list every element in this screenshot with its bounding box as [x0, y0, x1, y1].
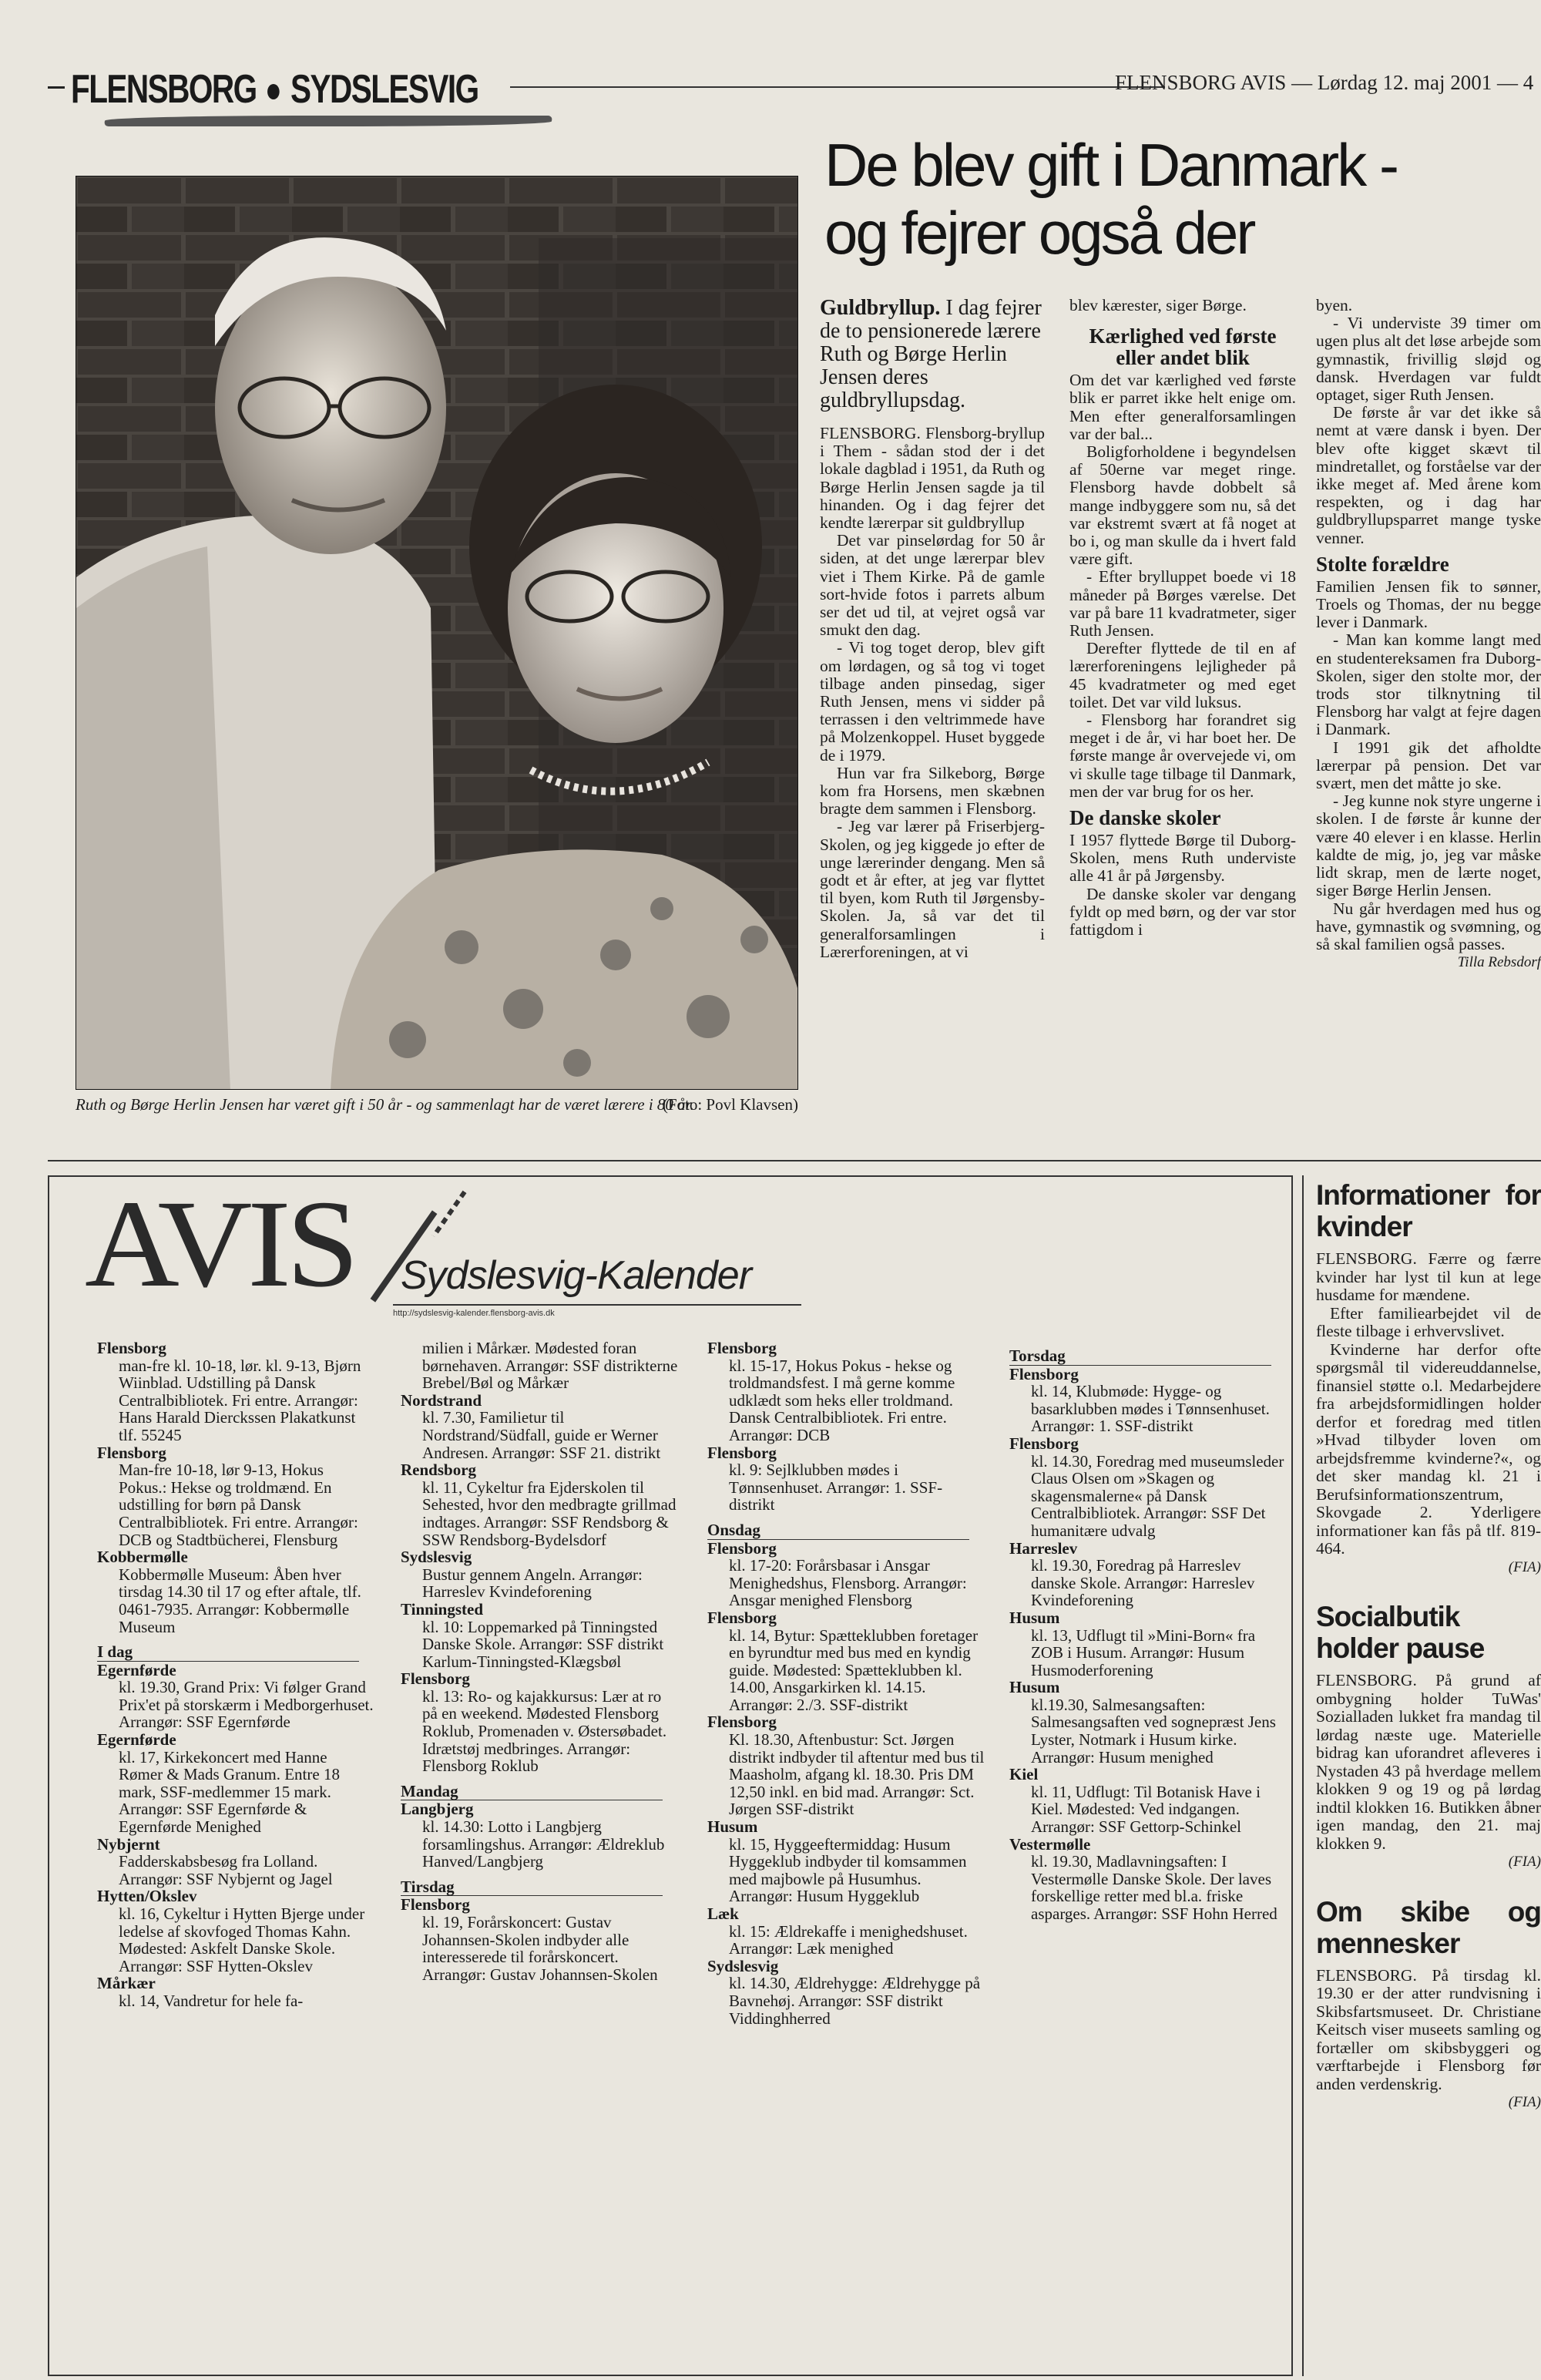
header-dash — [48, 86, 65, 89]
section-bullet — [267, 84, 280, 99]
kalender-location: Tinningsted — [401, 1599, 483, 1619]
photo-caption-text: Ruth og Børge Herlin Jensen har været gift i 50 år - og sammenlagt har de været lærere i 80 år. — [76, 1095, 694, 1114]
kalender-day-heading: I dag — [97, 1643, 359, 1662]
kalender-location: Kiel — [1009, 1765, 1039, 1784]
kalender-entry: kl. 14, Vandretur for hele fa- — [119, 1991, 304, 2010]
article-paragraph: - Jeg var lærer på Friserbjerg-Skolen, og jeg kiggede jo efter de unge lærerinder dengang. Men så godt et år efter, at jeg var flyttet til byen, kom Ruth til Jørgensby-Skolen. Ja, så var det til generalforsamlingen i Lærerforeningen, at vi — [820, 817, 1045, 961]
kalender-url[interactable]: http://sydslesvig-kalender.flensborg-avis.dk — [393, 1309, 555, 1318]
article-paragraph: De danske skoler var dengang fyldt op med børn, og der var stor fattigdom i — [1069, 884, 1296, 940]
kalender-location: Flensborg — [401, 1895, 470, 1914]
article-paragraph: - Jeg kunne nok styre ungerne i skolen. I de første år kunne der være 40 elever i en klasse. Herlin kaldte de mig, jo, jeg var måske lidt skrap, men de lærte noget, siger Børge Herlin Jensen. — [1316, 792, 1541, 900]
subheading: Stolte forældre — [1316, 552, 1449, 576]
kalender-location: Hytten/Okslev — [97, 1887, 197, 1906]
subheading: De danske skoler — [1069, 806, 1221, 830]
kalender-entry: kl. 17-20: Forårsbasar i Ansgar Menighedshus, Flensborg. Arrangør: Ansgar menighed Flensborg — [729, 1556, 967, 1610]
kalender-location: Husum — [1009, 1608, 1060, 1627]
sidebar-divider — [1302, 1175, 1304, 2376]
sidebar-signature-1: (FIA) — [1508, 1558, 1541, 1575]
sidebar-paragraph: FLENSBORG. På tirsdag kl. 19.30 er der atter rundvisning i Skibsfartsmuseet. Dr. Christiane Keitsch viser museets samling og fortæller om skibsbyggeri og værftarbejde i Flensborg før anden verdenskrig. — [1316, 1965, 1541, 2093]
kalender-entry: kl. 19, Forårskoncert: Gustav Johannsen-Skolen indbyder alle interesserede til forårskoncert. Arrangør: Gustav Johannsen-Skolen — [422, 1913, 658, 1984]
sidebar-paragraph: FLENSBORG. Færre og færre kvinder har lyst til kun at lege husdame for mændene. — [1316, 1249, 1541, 1304]
kalender-entry: kl. 19.30, Grand Prix: Vi følger Grand Prix'et på storskærm i Medborgerhuset. Arrangør: SSF Egernførde — [119, 1678, 374, 1732]
kalender-location: Mårkær — [97, 1974, 156, 1993]
sidebar-paragraph: Efter familiearbejdet vil de fleste tilbage i erhvervslivet. — [1316, 1303, 1541, 1340]
kalender-location: Husum — [1009, 1678, 1060, 1697]
kalender-entry: Man-fre 10-18, lør 9-13, Hokus Pokus.: Hekse og troldmænd. En udstilling for børn på Dansk Centralbibliotek. Fri entre. Arrangør: DCB og Stadtbücherei, Flensburg — [119, 1461, 358, 1549]
kalender-entry: kl. 16, Cykeltur i Hytten Bjerge under ledelse af skovfoged Thomas Kahn. Mødested: Askfelt Danske Skole. Arrangør: SSF Hytten-Okslev — [119, 1904, 365, 1975]
kalender-entry: kl. 11, Udflugt: Til Botanisk Have i Kiel. Mødested: Ved indgangen. Arrangør: SSF Gettorp-Schinkel — [1031, 1782, 1261, 1837]
kalender-entry: kl. 19.30, Foredrag på Harreslev danske Skole. Arrangør: Harreslev Kvindeforening — [1031, 1556, 1255, 1610]
article-paragraph: Boligforholdene i begyndelsen af 50erne var meget ringe. Flensborg havde dobbelt så mange indbyggere som nu, så det var ekstremt svært at få noget at bo i, og man skulle da i hvert fald være gift. — [1069, 442, 1296, 569]
kalender-location: Flensborg — [1009, 1434, 1079, 1453]
kalender-entry: Kobbermølle Museum: Åben hver tirsdag 14.30 til 17 og efter aftale, tlf. 0461-7935. Arrangør: Kobbermølle Museum — [119, 1565, 361, 1636]
kalender-day-heading: Mandag — [401, 1783, 663, 1801]
article-paragraph: Det var pinselørdag for 50 år siden, at det unge lærerpar blev viet i Them Kirke. På de gamle sort-hvide fotos i parrets album ser det ud til, at vejret også var smukt den dag. — [820, 531, 1045, 640]
article-paragraph: Om det var kærlighed ved første blik er parret ikke helt enige om. Men efter generalforsamlingen var der bal... — [1069, 371, 1296, 443]
kalender-entry: kl. 13: Ro- og kajakkursus: Lær at ro på en weekend. Mødested Flensborg Roklub, Promenaden v. Østersøbadet. Idrætstøj medbringes. Arrangør: Flensborg Roklub — [422, 1686, 667, 1776]
kalender-entry: kl. 10: Loppemarked på Tinningsted Danske Skole. Arrangør: SSF distrikt Karlum-Tinningsted-Klægsbøl — [422, 1617, 664, 1671]
kalender-day-heading: Tirsdag — [401, 1878, 663, 1897]
sidebar-title-3: Om skibe og mennesker — [1316, 1895, 1541, 1959]
kalender-logo — [85, 1175, 817, 1318]
section-title-sydslesvig: SYDSLESVIG — [290, 67, 478, 112]
kalender-col-1 — [97, 1340, 374, 2010]
headline-line2: og fejrer også der — [824, 199, 1254, 267]
kalender-location: Vestermølle — [1009, 1834, 1091, 1854]
sidebar — [1316, 1179, 1541, 2112]
article-paragraph: - Flensborg har forandret sig meget i de år, vi har boet her. De første mange år overvejede vi, om vi skulle tage tilbage til Danmark, men der var brug for os her. — [1069, 711, 1296, 801]
article-col-1 — [820, 297, 1045, 961]
kalender-location: Flensborg — [97, 1339, 166, 1357]
kalender-location: Flensborg — [707, 1443, 777, 1462]
kalender-entry: Bustur gennem Angeln. Arrangør: Harreslev Kvindeforening — [422, 1565, 643, 1602]
sidebar-signature-3: (FIA) — [1508, 2094, 1541, 2110]
article-paragraph: blev kærester, siger Børge. — [1069, 296, 1247, 314]
kalender-day-heading: Torsdag — [1009, 1347, 1271, 1366]
kalender-entry: kl. 15-17, Hokus Pokus - hekse og troldmandsfest. I må gerne komme udklædt som heks eller troldmand. Dansk Centralbibliotek. Fri entre. Arrangør: DCB — [729, 1356, 955, 1444]
article-lead — [820, 297, 1045, 412]
kalender-entry: kl. 11, Cykeltur fra Ejderskolen til Sehested, hvor den medbragte grillmad indtages. Arrangør: SSF Rendsborg & SSW Rendsborg-Bydelsdorf — [422, 1477, 676, 1549]
kalender-entry: kl. 19.30, Madlavningsaften: I Vestermølle Danske Skole. Der laves forskellige retter med bl.a. friske asparges. Arrangør: SSF Hohn Herred — [1031, 1852, 1277, 1923]
kalender-location: Husum — [707, 1817, 758, 1837]
kalender-location: Flensborg — [1009, 1364, 1079, 1383]
sidebar-title-1: Informationer for kvinder — [1316, 1179, 1541, 1242]
article-paragraph: Derefter flyttede de til en af lærerforeningens lejligheder på 45 kvadratmeter og med eget toilet. Det var vild luksus. — [1069, 639, 1296, 711]
kalender-entry: kl. 14.30, Foredrag med museumsleder Claus Olsen om »Skagen og skagensmalerne« på Dansk Centralbibliotek. Arrangør: SSF Det humanitære udvalg — [1031, 1451, 1284, 1540]
kalender-location: Flensborg — [707, 1608, 777, 1627]
kalender-entry: kl. 9: Sejlklubben mødes i Tønnsenhuset. Arrangør: 1. SSF-distrikt — [729, 1461, 943, 1514]
kalender-entry: Fadderskabsbesøg fra Lolland. Arrangør: SSF Nybjernt og Jagel — [119, 1852, 333, 1888]
article-paragraph: Nu går hverdagen med hus og have, gymnastik og svømning, og så skal familien også passes. — [1316, 899, 1541, 953]
photo-caption — [76, 1096, 798, 1114]
kalender-entry: kl. 14, Bytur: Spætteklubben foretager en byrundtur med bus med en kyndig guide. Mødested: Spætteklubben kl. 14.00, Ansgarkirken kl. 14.15. Arrangør: 2./3. SSF-distrikt — [729, 1625, 979, 1714]
kalender-day-heading: Onsdag — [707, 1521, 969, 1540]
article-paragraph: De første år var det ikke så nemt at være dansk i byen. Der blev ofte kigget skævt til mindretallet, og forståelse var der ikke meget af. Med årene kom respekten, og i dag har guldbryllupsparret mange tyske venner. — [1316, 403, 1541, 547]
kalender-entry: kl. 17, Kirkekoncert med Hanne Rømer & Mads Granum. Entre 18 mark, SSF-medlemmer 15 mark. Arrangør: SSF Egernførde & Egernførde Menighed — [119, 1747, 340, 1837]
article-paragraph: I 1991 gik det afholdte lærerpar på pension. Det var svært, men det måtte jo ske. — [1316, 738, 1541, 793]
sidebar-paragraph: FLENSBORG. På grund af ombygning holder TuWas' Sozialladen lukket fra mandag til lørdag næste uge. Materielle bidrag kan uforandret afleveres i Nystaden 43 på hverdage mellem klokken 9 og 19 og på lørdag indtil klokken 16. Butikken åbner igen mandag, den 21. maj klokken 9. — [1316, 1671, 1541, 1853]
kalender-entry: kl. 7.30, Familietur til Nordstrand/Südfall, guide er Werner Andresen. Arrangør: SSF 21. distrikt — [422, 1408, 661, 1462]
section-rule — [48, 1160, 1541, 1161]
kalender-location: Harreslev — [1009, 1538, 1078, 1558]
kalender-location: Langbjerg — [401, 1800, 474, 1819]
kalender-location: Flensborg — [707, 1339, 777, 1357]
kalender-entry: kl. 14.30, Ældrehygge: Ældrehygge på Bavnehøj. Arrangør: SSF distrikt Viddinghherred — [729, 1974, 981, 2028]
article-col-2 — [1069, 297, 1296, 939]
article-paragraph: - Vi underviste 39 timer om ugen plus alt det løse arbejde som gymnastik, frivillig sløjd og dansk. Hverdagen var fuldt optaget, siger Ruth Jensen. — [1316, 314, 1541, 405]
kalender-location: Flensborg — [97, 1443, 166, 1462]
kalender-location: Kobbermølle — [97, 1548, 188, 1567]
kalender-location: Rendsborg — [401, 1461, 477, 1480]
kalender-logo-sydslesvig: Sydslesvig- — [401, 1253, 597, 1298]
article-paragraph: Familien Jensen fik to sønner, Troels og Thomas, der nu begge lever i Danmark. — [1316, 577, 1541, 632]
kalender-entry: kl. 15: Ældrekaffe i menighedshuset. Arrangør: Læk menighed — [729, 1921, 968, 1958]
article-paragraph: - Efter brylluppet boede vi 18 måneder på Børges værelse. Det var på bare 11 kvadratmeter, siger Ruth Jensen. — [1069, 567, 1296, 640]
header-rule — [510, 86, 1165, 88]
kalender-logo-title — [401, 1252, 751, 1299]
kalender-location: Nordstrand — [401, 1390, 482, 1410]
kalender-col-3 — [707, 1340, 985, 2027]
sidebar-title-2: Socialbutik holder pause — [1316, 1601, 1485, 1664]
dateline: FLENSBORG AVIS — Lørdag 12. maj 2001 — 4 — [1115, 71, 1534, 94]
kalender-location: Flensborg — [707, 1713, 777, 1732]
kalender-location: Flensborg — [707, 1538, 777, 1558]
kalender-entry: kl. 14.30: Lotto i Langbjerg forsamlingshus. Arrangør: Ældreklub Hanved/Langbjerg — [422, 1817, 665, 1871]
kalender-logo-kalender: Kalender — [596, 1253, 752, 1298]
article-paragraph: byen. — [1316, 296, 1353, 314]
kalender-location: Egernførde — [97, 1660, 176, 1679]
sidebar-signature-2: (FIA) — [1508, 1854, 1541, 1870]
section-title-flensborg: FLENSBORG — [71, 67, 257, 112]
article-paragraph: FLENSBORG. Flensborg-bryllup i Them - sådan stod der i det lokale dagblad i 1951, da Ruth og Børge Herlin Jensen sagde ja til hinanden. Og i dag fejrer det kendte lærerpar sit guldbryllup — [820, 424, 1045, 533]
kalender-logo-rule — [393, 1304, 801, 1306]
kalender-entry: man-fre kl. 10-18, lør. kl. 9-13, Bjørn Wiinblad. Udstilling på Dansk Centralbibliotek. Fri entre. Arrangør: Hans Harald Dierckssen Plakatkunst tlf. 55245 — [119, 1356, 361, 1444]
kalender-entry: kl. 13, Udflugt til »Mini-Born« fra ZOB i Husum. Arrangør: Husum Husmoderforening — [1031, 1625, 1256, 1679]
kalender-location: Sydslesvig — [401, 1548, 472, 1567]
headline — [824, 131, 1541, 267]
article-paragraph: I 1957 flyttede Børge til Duborg-Skolen, mens Ruth underviste alle 41 år på Jørgensby. — [1069, 831, 1296, 886]
kalender-entry: kl.19.30, Salmesangsaften: Salmesangsaften ved sognepræst Jens Lyster, Notmark i Husum kirke. Arrangør: Husum menighed — [1031, 1695, 1276, 1767]
kalender-location: Nybjernt — [97, 1834, 160, 1854]
kalender-col-4 — [1009, 1340, 1287, 1923]
article-paragraph: - Man kan komme langt med en studentereksamen fra Duborg-Skolen, siger den stolte mor, der trods stor tilknytning til Flensborg har valgt at fejre dagen i Danmark. — [1316, 630, 1541, 739]
couple-photo-image — [76, 176, 798, 1090]
kalender-location: Sydslesvig — [707, 1956, 779, 1975]
article-signature: Tilla Rebsdorf — [1457, 954, 1541, 971]
photo-credit: (Foto: Povl Klavsen) — [662, 1095, 798, 1114]
kalender-entry: Kl. 18.30, Aftenbustur: Sct. Jørgen distrikt indbyder til aftentur med bus til Maasholm, afgang kl. 18.30. Pris DM 12,50 inkl. en bid mad. Arrangør: Sct. Jørgen SSF-distrikt — [729, 1730, 985, 1819]
kalender-location: Egernførde — [97, 1730, 176, 1750]
section-swoosh — [102, 116, 553, 126]
article-lead-bold: Guldbryllup. — [820, 296, 941, 320]
kalender-logo-avis: AVIS — [85, 1175, 354, 1313]
article-lead-text: I dag fejrer de to pensionerede lærere Ruth og Børge Herlin Jensen deres guldbryllupsdag. — [820, 296, 1042, 412]
kalender-entry: milien i Mårkær. Mødested foran børnehaven. Arrangør: SSF distrikterne Brebel/Bøl og Mårkær — [422, 1339, 678, 1393]
headline-line1: De blev gift i Danmark - — [824, 131, 1397, 199]
couple-photo — [76, 176, 798, 1090]
article-paragraph: - Vi tog toget derop, blev gift om lørdagen, og så tog vi toget tilbage anden pinsedag, siger Ruth Jensen, mens vi sidder på terrassen i den veltrimmede have på Molzenkoppel. Huset byggede de i 1979. — [820, 638, 1045, 765]
section-title — [71, 66, 478, 113]
kalender-location: Læk — [707, 1904, 739, 1923]
article-paragraph: Hun var fra Silkeborg, Børge kom fra Horsens, men skæbnen bragte dem sammen i Flensborg. — [820, 763, 1045, 819]
sidebar-paragraph: Kvinderne har derfor ofte spørgsmål til videreuddannelse, finansiel støtte o.l. Medarbejdere fra arbejdsformidlingen holder derfor et foredrag med titlen »Hvad tilbyder loven om arbejdsfremme kvinderne?«, og det sker mandag kl. 21 i Berufsinformationszentrum, Skovgade 2. Yderligere informationer kan fås på tlf. 819-464. — [1316, 1340, 1541, 1558]
kalender-col-2 — [401, 1340, 678, 1983]
article-col-3 — [1316, 297, 1541, 971]
subheading: Kærlighed ved første eller andet blik — [1089, 324, 1277, 370]
kalender-location: Flensborg — [401, 1669, 470, 1689]
kalender-entry: kl. 14, Klubmøde: Hygge- og basarklubben mødes i Tønnsenhuset. Arrangør: 1. SSF-distrikt — [1031, 1382, 1270, 1436]
kalender-entry: kl. 15, Hyggeeftermiddag: Husum Hyggeklub indbyder til komsammen med majbowle på Husumhus. Arrangør: Husum Hyggeklub — [729, 1834, 967, 1906]
